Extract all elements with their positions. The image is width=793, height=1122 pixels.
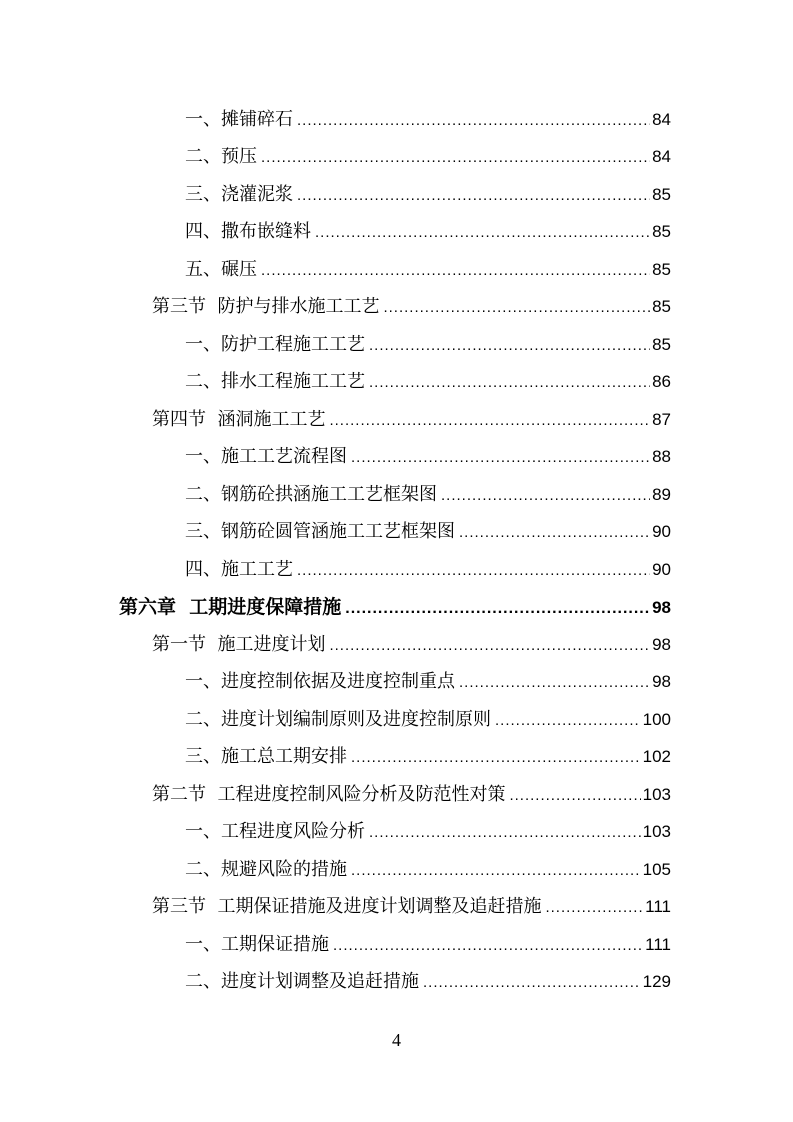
toc-entry[interactable]	[185, 742, 671, 772]
toc-entry-title: 施工进度计划	[217, 634, 326, 655]
toc-dot-leader	[459, 668, 650, 698]
toc-entry-title: 工期保证措施及进度计划调整及追赶措施	[217, 896, 542, 917]
toc-entry-number: 一、	[185, 821, 221, 842]
toc-entry-title: 摊铺碎石	[221, 109, 293, 130]
toc-entry-title: 工期进度保障措施	[189, 596, 342, 618]
toc-entry-title: 防护工程施工工艺	[221, 334, 365, 355]
toc-entry-number: 四、	[185, 221, 221, 242]
toc-entry[interactable]	[152, 405, 671, 435]
toc-entry-title: 进度计划调整及追赶措施	[221, 971, 419, 992]
toc-entry[interactable]	[185, 855, 671, 885]
toc-entry-page: 98	[652, 672, 671, 691]
toc-entry-page: 85	[652, 297, 671, 316]
toc-entry-page: 100	[642, 710, 671, 729]
toc-entry-page: 86	[652, 372, 671, 391]
toc-entry-number: 第一节	[152, 634, 218, 655]
toc-entry[interactable]	[185, 517, 671, 547]
toc-entry-title: 工程进度控制风险分析及防范性对策	[217, 784, 506, 805]
toc-entry-number: 三、	[185, 521, 221, 542]
toc-entry-title: 规避风险的措施	[221, 859, 347, 880]
toc-entry-page: 98	[652, 635, 671, 654]
toc-dot-leader	[333, 931, 643, 961]
toc-entry-number: 一、	[185, 334, 221, 355]
toc-entry-number: 一、	[185, 446, 221, 467]
toc-entry-page: 84	[652, 110, 671, 129]
toc-entry-number: 第三节	[152, 896, 218, 917]
toc-entry-title: 钢筋砼圆管涵施工工艺框架图	[221, 521, 455, 542]
toc-entry[interactable]	[185, 817, 671, 847]
toc-entry-title: 工程进度风险分析	[221, 821, 365, 842]
toc-dot-leader	[495, 706, 641, 736]
toc-entry-page: 85	[652, 335, 671, 354]
toc-entry[interactable]	[185, 180, 671, 210]
toc-entry-page: 84	[652, 147, 671, 166]
toc-dot-leader	[297, 556, 650, 586]
toc-dot-leader	[441, 481, 650, 511]
toc-entry-page: 102	[642, 747, 671, 766]
toc-entry[interactable]	[185, 105, 671, 135]
toc-entry-page: 98	[652, 598, 671, 617]
toc-dot-leader	[351, 743, 641, 773]
toc-entry-page: 111	[645, 935, 671, 954]
toc-dot-leader	[369, 331, 650, 361]
toc-entry-title: 排水工程施工工艺	[221, 371, 365, 392]
page-number: 4	[392, 1030, 401, 1050]
toc-entry-page: 90	[652, 522, 671, 541]
toc-entry-page: 88	[652, 447, 671, 466]
toc-entry-number: 二、	[185, 709, 221, 730]
toc-entry-number: 一、	[185, 671, 221, 692]
toc-entry-page: 89	[652, 485, 671, 504]
toc-dot-leader	[297, 181, 650, 211]
toc-entry-title: 钢筋砼拱涵施工工艺框架图	[221, 484, 437, 505]
toc-entry[interactable]	[185, 217, 671, 247]
toc-entry-page: 129	[642, 972, 671, 991]
toc-entry-number: 二、	[185, 484, 221, 505]
toc-entry-title: 施工工艺流程图	[221, 446, 347, 467]
toc-entry-number: 三、	[185, 746, 221, 767]
toc-dot-leader	[261, 256, 650, 286]
toc-entry[interactable]	[185, 367, 671, 397]
toc-entry-page: 85	[652, 185, 671, 204]
toc-entry[interactable]	[185, 480, 671, 510]
toc-entry-number: 二、	[185, 859, 221, 880]
toc-entry-number: 一、	[185, 934, 221, 955]
toc-dot-leader	[369, 818, 641, 848]
toc-entry-page: 103	[642, 822, 671, 841]
toc-dot-leader	[315, 218, 650, 248]
toc-entry-title: 工期保证措施	[221, 934, 329, 955]
toc-entry[interactable]	[185, 330, 671, 360]
toc-entry-number: 五、	[185, 259, 221, 280]
toc-entry-page: 111	[645, 897, 671, 916]
toc-entry-title: 进度计划编制原则及进度控制原则	[221, 709, 491, 730]
toc-entry-number: 第二节	[152, 784, 218, 805]
toc-dot-leader	[297, 106, 650, 136]
toc-entry-number: 二、	[185, 371, 221, 392]
toc-entry-title: 预压	[221, 146, 257, 167]
toc-entry-title: 涵洞施工工艺	[217, 409, 326, 430]
toc-entry[interactable]	[152, 630, 671, 660]
toc-dot-leader	[351, 443, 650, 473]
toc-entry[interactable]	[152, 892, 671, 922]
toc-dot-leader	[423, 968, 641, 998]
toc-entry-number: 第六章	[119, 596, 190, 618]
toc-dot-leader	[459, 518, 650, 548]
toc-entry-number: 二、	[185, 146, 221, 167]
toc-dot-leader	[545, 893, 643, 923]
toc-entry-title: 进度控制依据及进度控制重点	[221, 671, 455, 692]
toc-dot-leader	[509, 781, 640, 811]
toc-dot-leader	[345, 594, 650, 624]
toc-entry-number: 一、	[185, 109, 221, 130]
toc-entry-number: 第四节	[152, 409, 218, 430]
toc-entry-page: 103	[642, 785, 671, 804]
toc-entry-page: 87	[652, 410, 671, 429]
toc-entry-title: 撒布嵌缝料	[221, 221, 311, 242]
toc-entry-number: 三、	[185, 184, 221, 205]
toc-entry-title: 浇灌泥浆	[221, 184, 293, 205]
toc-entry-number: 二、	[185, 971, 221, 992]
toc-entry-number: 第三节	[152, 296, 218, 317]
toc-entry-page: 105	[642, 860, 671, 879]
toc-entry[interactable]	[185, 255, 671, 285]
toc-entry-page: 85	[652, 222, 671, 241]
toc-entry[interactable]	[185, 967, 671, 997]
toc-entry[interactable]	[185, 667, 671, 697]
toc-entry-title: 施工总工期安排	[221, 746, 347, 767]
toc-dot-leader	[261, 143, 650, 173]
toc-dot-leader	[351, 856, 641, 886]
toc-entry-title: 碾压	[221, 259, 257, 280]
toc-entry[interactable]	[185, 442, 671, 472]
toc-entry[interactable]	[185, 142, 671, 172]
toc-entry-page: 85	[652, 260, 671, 279]
toc-entry[interactable]	[185, 930, 671, 960]
toc-chapter-entry[interactable]	[119, 592, 671, 622]
toc-entry-page: 90	[652, 560, 671, 579]
toc-entry[interactable]	[185, 555, 671, 585]
toc-entry-number: 四、	[185, 559, 221, 580]
toc-entry-title: 施工工艺	[221, 559, 293, 580]
toc-entry-title: 防护与排水施工工艺	[217, 296, 380, 317]
toc-dot-leader	[369, 368, 650, 398]
toc-dot-leader	[383, 293, 650, 323]
toc-dot-leader	[329, 406, 650, 436]
toc-entry[interactable]	[152, 292, 671, 322]
toc-dot-leader	[329, 631, 650, 661]
toc-entry[interactable]	[185, 705, 671, 735]
toc-entry[interactable]	[152, 780, 671, 810]
